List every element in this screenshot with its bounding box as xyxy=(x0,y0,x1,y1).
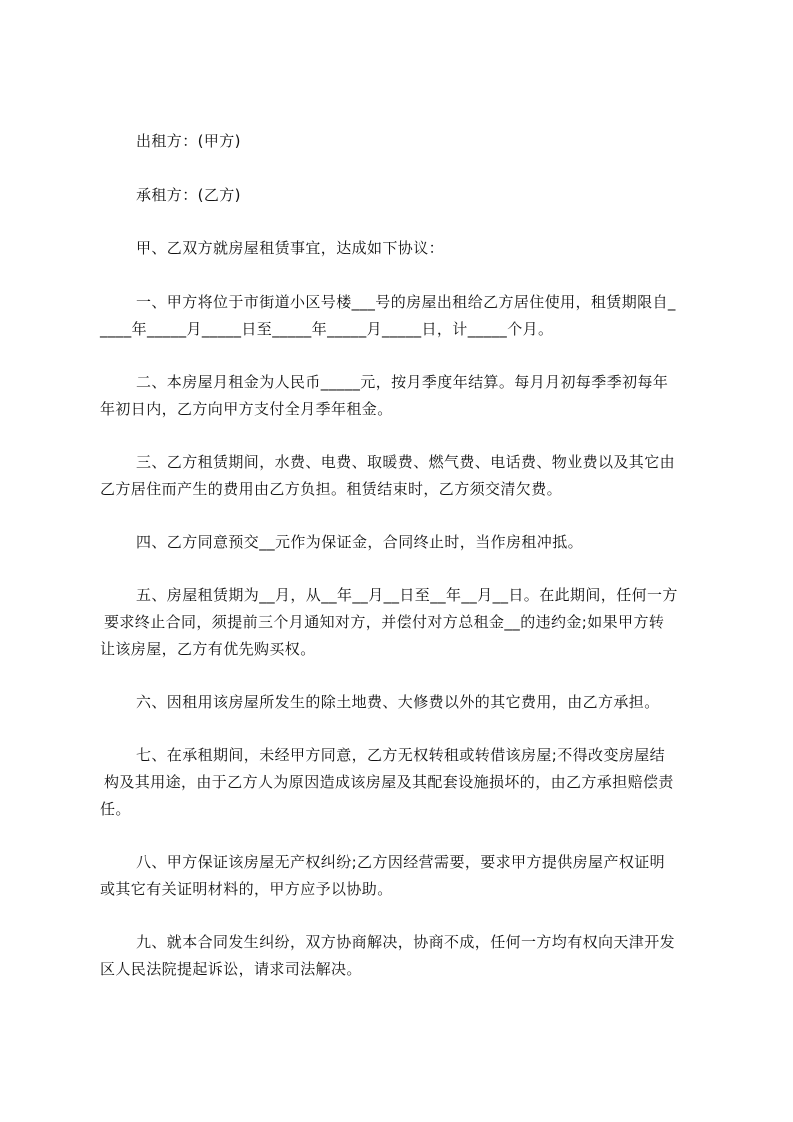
clause-5 xyxy=(100,582,678,663)
clause-7-line-3: 任。 xyxy=(100,800,131,818)
clause-4-line-1: 四、乙方同意预交__元作为保证金，合同终止时，当作房租冲抵。 xyxy=(136,533,584,551)
clause-2 xyxy=(100,369,668,423)
intro-text: 甲、乙双方就房屋租赁事宜，达成如下协议： xyxy=(136,239,445,257)
clause-1-line-1: 一、甲方将位于市街道小区号楼___号的房屋出租给乙方居住使用，租赁期限自_ xyxy=(136,293,676,311)
clause-6-line-1: 六、因租用该房屋所发生的除土地费、大修费以外的其它费用，由乙方承担。 xyxy=(136,693,660,711)
clause-8-line-1: 八、甲方保证该房屋无产权纠纷;乙方因经营需要，要求甲方提供房屋产权证明 xyxy=(136,853,666,871)
clause-2-line-1: 二、本房屋月租金为人民币_____元，按月季度年结算。每月月初每季季初每年 xyxy=(136,373,669,391)
lessee-line xyxy=(136,182,241,209)
clause-1 xyxy=(100,289,676,343)
lessor-text: 出租方：(甲方) xyxy=(136,132,241,150)
intro-line xyxy=(136,235,444,262)
clause-3 xyxy=(100,449,675,503)
clause-3-line-2: 乙方居住而产生的费用由乙方负担。租赁结束时，乙方须交清欠费。 xyxy=(100,480,563,498)
clause-8 xyxy=(100,849,665,903)
clause-7-line-1: 七、在承租期间，未经甲方同意，乙方无权转租或转借该房屋;不得改变房屋结 xyxy=(136,746,666,764)
clause-3-line-1: 三、乙方租赁期间，水费、电费、取暖费、燃气费、电话费、物业费以及其它由 xyxy=(136,453,676,471)
clause-5-line-2: 要求终止合同，须提前三个月通知对方，并偿付对方总租金__的违约金;如果甲方转 xyxy=(104,613,665,631)
clause-7 xyxy=(100,742,674,823)
clause-6 xyxy=(100,689,660,716)
clause-1-line-2: ____年_____月_____日至_____年_____月_____日，计_____个月。 xyxy=(100,320,554,338)
clause-4 xyxy=(100,529,583,556)
clause-9-line-2: 区人民法院提起诉讼，请求司法解决。 xyxy=(100,960,362,978)
clause-7-line-2: 构及其用途，由于乙方人为原因造成该房屋及其配套设施损坏的，由乙方承担赔偿责 xyxy=(104,773,674,791)
clause-9-line-1: 九、就本合同发生纠纷，双方协商解决，协商不成，任何一方均有权向天津开发 xyxy=(136,933,676,951)
clause-5-line-3: 让该房屋，乙方有优先购买权。 xyxy=(100,640,316,658)
lessee-text: 承租方：(乙方) xyxy=(136,186,241,204)
clause-2-line-2: 年初日内，乙方向甲方支付全月季年租金。 xyxy=(100,400,393,418)
clause-8-line-2: 或其它有关证明材料的，甲方应予以协助。 xyxy=(100,880,393,898)
clause-5-line-1: 五、房屋租赁期为__月，从__年__月__日至__年__月__日。在此期间，任何一方 xyxy=(136,586,678,604)
lessor-line xyxy=(136,128,241,155)
clause-9 xyxy=(100,929,675,983)
